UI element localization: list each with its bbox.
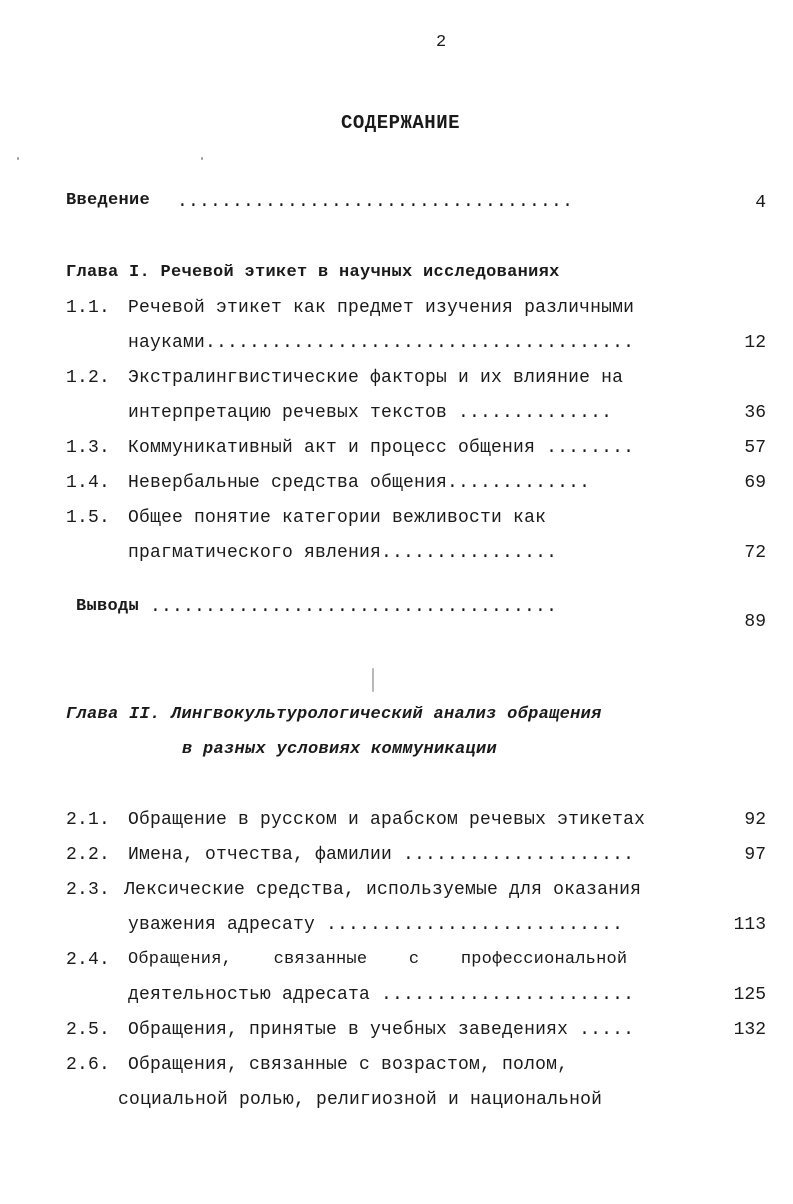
toc-item-title: Экстралингвистические факторы и их влияние на	[128, 368, 624, 388]
toc-item-number: 2.2.	[66, 845, 111, 865]
intro-label: Введение	[66, 191, 151, 210]
page-title: СОДЕРЖАНИЕ	[340, 112, 461, 134]
toc-item-number: 2.4.	[66, 950, 111, 970]
toc-item-page: 57	[744, 438, 766, 458]
toc-item-title-cont: уважения адресату ...........................	[128, 915, 624, 935]
toc-item-title: Коммуникативный акт и процесс общения ........	[128, 438, 635, 458]
toc-item-title: Обращения, принятые в учебных заведениях .....	[128, 1020, 635, 1040]
toc-item-title: Обращение в русском и арабском речевых этикетах	[128, 810, 646, 830]
chapter2-heading-line1: Глава II. Лингвокультурологический анализ обращения	[66, 705, 602, 724]
toc-item-title-cont: прагматического явления................	[128, 543, 558, 563]
toc-item-number: 1.4.	[66, 473, 111, 493]
toc-item-number: 1.2.	[66, 368, 111, 388]
intro-dots: ....................................	[166, 192, 574, 212]
scan-speck	[17, 157, 19, 160]
intro-page: 4	[755, 193, 766, 213]
toc-item-title-cont: интерпретацию речевых текстов ..............	[128, 403, 613, 423]
toc-item-title-cont: науками.......................................	[128, 333, 635, 353]
toc-item-page: 92	[744, 810, 766, 830]
toc-item-number: 1.3.	[66, 438, 111, 458]
toc-item-page: 125	[733, 985, 766, 1005]
scan-artifact	[372, 668, 374, 692]
page-number: 2	[436, 33, 447, 52]
toc-item-number: 2.1.	[66, 810, 111, 830]
toc-item-page: 132	[733, 1020, 766, 1040]
toc-item-title-cont: социальной ролью, религиозной и национальной	[118, 1090, 603, 1110]
conclusions-page: 89	[744, 612, 766, 632]
toc-item-title: Общее понятие категории вежливости как	[128, 508, 547, 528]
chapter1-heading: Глава I. Речевой этикет в научных исследованиях	[66, 263, 560, 282]
toc-item-title: Обращения, связанные с возрастом, полом,	[128, 1055, 569, 1075]
toc-item-title: Обращения, связанные с профессиональной	[128, 950, 628, 969]
toc-item-title: Речевой этикет как предмет изучения различными	[128, 298, 635, 318]
toc-item-title: Имена, отчества, фамилии .....................	[128, 845, 635, 865]
scan-speck	[201, 157, 203, 160]
toc-item-number: 2.5.	[66, 1020, 111, 1040]
toc-item-page: 12	[744, 333, 766, 353]
toc-item-number: 2.3.	[66, 880, 111, 900]
conclusions-label: Выводы	[76, 597, 140, 616]
toc-item-page: 69	[744, 473, 766, 493]
toc-item-page: 72	[744, 543, 766, 563]
toc-item-page: 97	[744, 845, 766, 865]
toc-item-page: 36	[744, 403, 766, 423]
toc-item-number: 1.5.	[66, 508, 111, 528]
toc-item-number: 2.6.	[66, 1055, 111, 1075]
toc-item-title: Невербальные средства общения.............	[128, 473, 591, 493]
toc-item-title: Лексические средства, используемые для оказания	[124, 880, 642, 900]
toc-item-page: 113	[733, 915, 766, 935]
conclusions-dots: .....................................	[150, 597, 558, 617]
toc-item-title-cont: деятельностью адресата .......................	[128, 985, 635, 1005]
toc-item-number: 1.1.	[66, 298, 111, 318]
chapter2-heading-line2: в разных условиях коммуникации	[182, 740, 498, 759]
